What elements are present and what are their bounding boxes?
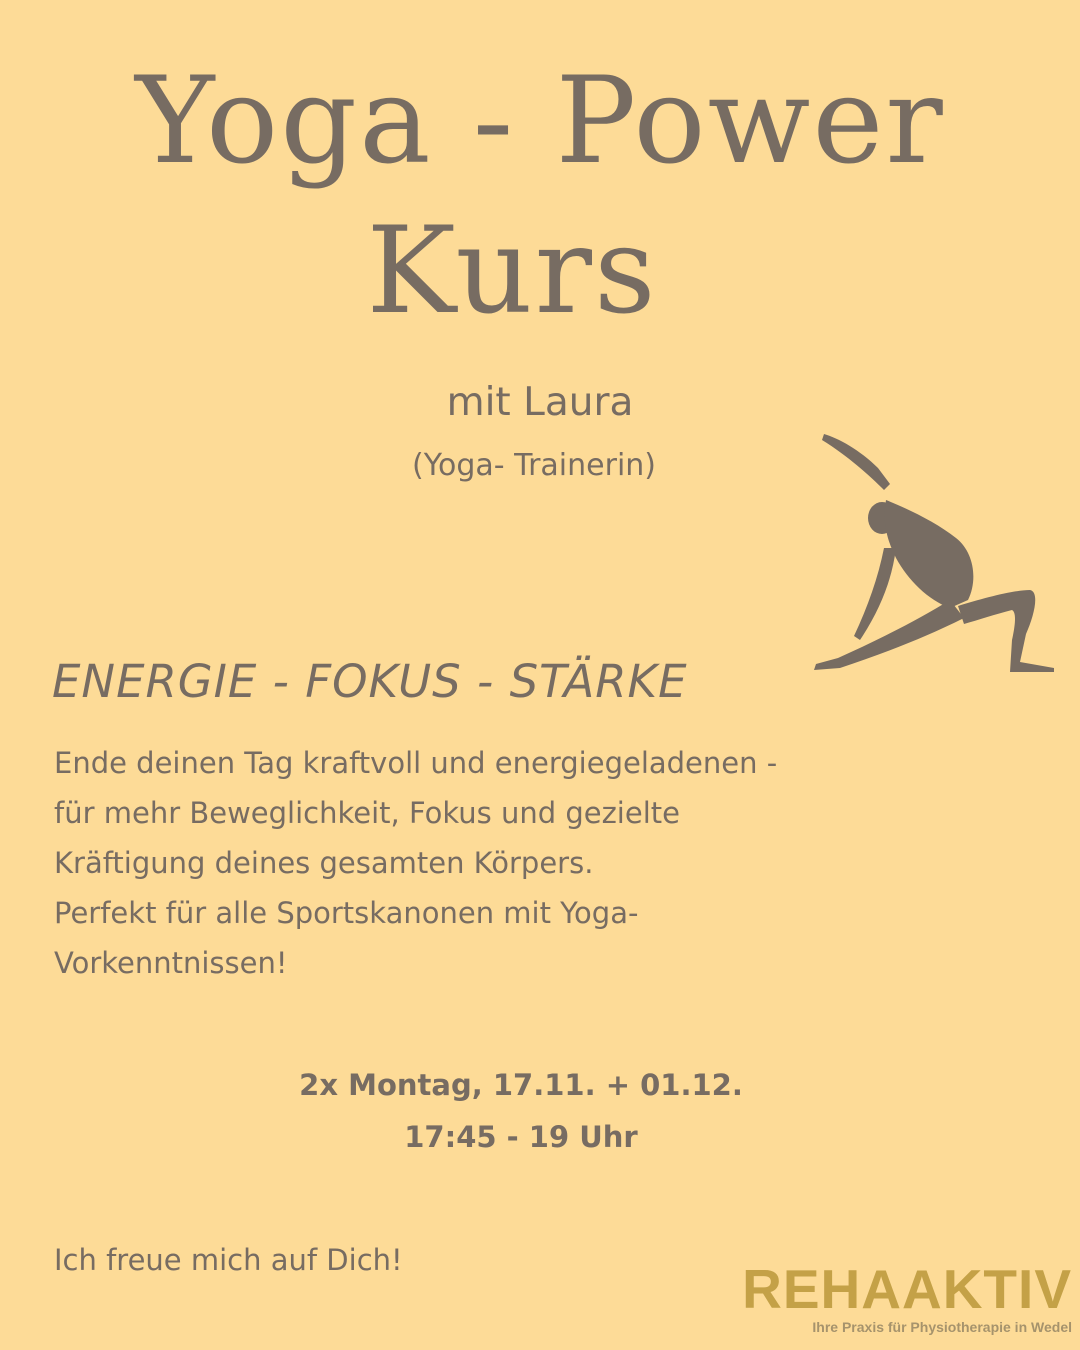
description-line: für mehr Beweglichkeit, Fokus und gezielte xyxy=(54,796,680,830)
instructor-name: mit Laura xyxy=(446,380,634,425)
description-line: Vorkenntnissen! xyxy=(54,946,288,980)
title-line-2: Kurs xyxy=(366,202,658,341)
schedule-days: 2x Montag, 17.11. + 01.12. xyxy=(299,1068,743,1102)
closing-message: Ich freue mich auf Dich! xyxy=(54,1243,403,1277)
description-line: Perfekt für alle Sportskanonen mit Yoga- xyxy=(54,896,639,930)
course-description xyxy=(54,738,954,988)
instructor-role: (Yoga- Trainerin) xyxy=(411,448,656,483)
description-line: Kräftigung deines gesamten Körpers. xyxy=(54,846,594,880)
yoga-pose-silhouette-icon xyxy=(808,430,1058,680)
title-line-1: Yoga - Power xyxy=(135,52,945,191)
logo-wordmark: REHAAKTIV xyxy=(742,1258,1072,1320)
description-line: Ende deinen Tag kraftvoll und energiegeladenen - xyxy=(54,746,778,780)
slogan: ENERGIE - FOKUS - STÄRKE xyxy=(52,655,688,708)
schedule-time: 17:45 - 19 Uhr xyxy=(404,1120,638,1154)
rehaaktiv-logo xyxy=(742,1258,1072,1335)
logo-tagline: Ihre Praxis für Physiotherapie in Wedel xyxy=(812,1319,1072,1335)
